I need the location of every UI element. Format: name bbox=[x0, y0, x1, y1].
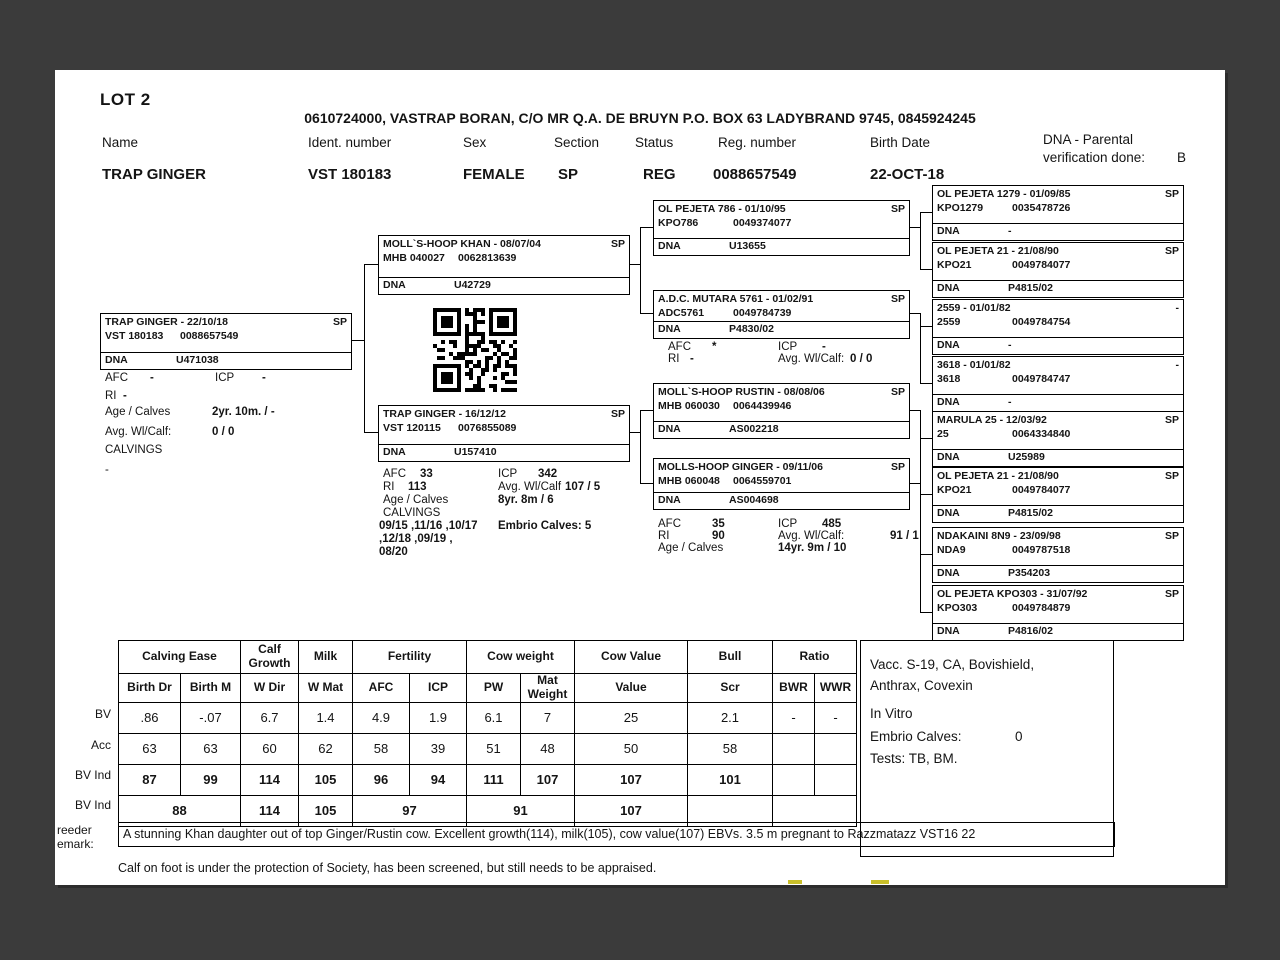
dna-label: DNA bbox=[937, 451, 960, 464]
stat-value: 91 / 1 bbox=[890, 530, 919, 542]
pedigree-box-ggp-1 bbox=[932, 185, 1184, 241]
stat-value: 8yr. 8m / 6 bbox=[498, 494, 554, 506]
animal-id: 2559 bbox=[937, 315, 961, 328]
dna-value: - bbox=[1008, 225, 1012, 238]
stat-label: AFC bbox=[658, 518, 681, 530]
connector-line bbox=[364, 264, 365, 432]
table-group-header: Calf Growth bbox=[241, 641, 299, 674]
animal-reg: 0049787518 bbox=[1012, 543, 1071, 556]
table-cell: - bbox=[815, 702, 857, 733]
stat-label: Avg. Wl/Calf: bbox=[105, 426, 172, 438]
connector-line bbox=[920, 212, 921, 269]
connector-line bbox=[920, 212, 932, 213]
connector-line bbox=[920, 494, 932, 495]
label-section: Section bbox=[554, 135, 600, 150]
dna-label: DNA bbox=[937, 625, 960, 638]
label-sex: Sex bbox=[463, 135, 487, 150]
connector-line bbox=[640, 227, 641, 313]
animal-name: MOLL`S-HOOP KHAN - 08/07/04 bbox=[383, 238, 541, 250]
table-cell: 58 bbox=[353, 733, 410, 764]
stat-value: 09/15 ,11/16 ,10/17 bbox=[379, 520, 478, 532]
animal-name: OL PEJETA 21 - 21/08/90 bbox=[937, 470, 1059, 482]
connector-line bbox=[920, 410, 921, 494]
table-group-header: Fertility bbox=[353, 641, 467, 674]
stat-value: - bbox=[123, 390, 127, 402]
table-cell: 105 bbox=[299, 795, 353, 826]
connector-line bbox=[920, 313, 921, 383]
table-sub-header: ICP bbox=[410, 674, 467, 703]
table-cell: 63 bbox=[119, 733, 181, 764]
dna-value: - bbox=[1008, 339, 1012, 352]
status-badge: SP bbox=[890, 293, 905, 305]
value-birth-date: 22-OCT-18 bbox=[870, 166, 945, 183]
stat-value: 0 / 0 bbox=[850, 353, 873, 365]
tests-label: Tests: TB, BM. bbox=[870, 751, 958, 766]
stat-label: RI bbox=[383, 481, 395, 493]
status-badge: SP bbox=[1164, 245, 1179, 257]
value-reg-number: 0088657549 bbox=[713, 166, 797, 183]
stat-value: 90 bbox=[712, 530, 725, 542]
pedigree-box-dam bbox=[378, 405, 630, 462]
stat-value: 08/20 bbox=[379, 546, 408, 558]
dna-value: U13655 bbox=[729, 240, 766, 253]
dna-value: U471038 bbox=[176, 354, 219, 367]
animal-name: TRAP GINGER - 16/12/12 bbox=[383, 408, 506, 420]
table-cell: 1.4 bbox=[299, 702, 353, 733]
dna-value: U157410 bbox=[454, 446, 497, 459]
stat-label: CALVINGS bbox=[105, 444, 163, 456]
table-group-header: Cow weight bbox=[467, 641, 575, 674]
table-cell bbox=[773, 764, 815, 795]
table-cell: 63 bbox=[181, 733, 241, 764]
table-sub-header: W Dir bbox=[241, 674, 299, 703]
stat-value: - bbox=[262, 372, 266, 384]
stat-value: ,12/18 ,09/19 , bbox=[379, 533, 453, 545]
animal-name: 2559 - 01/01/82 bbox=[937, 302, 1011, 314]
animal-id: VST 120115 bbox=[383, 421, 441, 434]
animal-reg: 0049784077 bbox=[1012, 258, 1071, 271]
animal-id: KPO1279 bbox=[937, 201, 984, 214]
dna-label: DNA bbox=[937, 567, 960, 580]
stat-label: AFC bbox=[668, 341, 691, 353]
status-badge: SP bbox=[890, 203, 905, 215]
table-sub-header: Scr bbox=[688, 674, 773, 703]
animal-name: TRAP GINGER - 22/10/18 bbox=[105, 316, 228, 328]
table-cell: 2.1 bbox=[688, 702, 773, 733]
connector-line bbox=[364, 264, 378, 265]
highlight-mark bbox=[871, 880, 889, 884]
stat-label: Avg. Wl/Calf bbox=[498, 481, 562, 493]
stat-value: 107 / 5 bbox=[565, 481, 601, 493]
table-sub-header: Value bbox=[575, 674, 688, 703]
table-cell: 58 bbox=[688, 733, 773, 764]
animal-reg: 0049784747 bbox=[1012, 372, 1071, 385]
stat-value: - bbox=[690, 353, 694, 365]
table-cell: 50 bbox=[575, 733, 688, 764]
table-sub-header: WWR bbox=[815, 674, 857, 703]
table-sub-header: Mat Weight bbox=[521, 674, 575, 703]
dna-label: DNA bbox=[937, 225, 960, 238]
animal-reg: 0062813639 bbox=[458, 251, 517, 264]
dna-label: DNA bbox=[937, 282, 960, 295]
animal-id: MHB 040027 bbox=[383, 251, 445, 264]
animal-name: A.D.C. MUTARA 5761 - 01/02/91 bbox=[658, 293, 814, 305]
animal-reg: 0076855089 bbox=[458, 421, 517, 434]
table-cell bbox=[815, 764, 857, 795]
pedigree-box-dam-sire bbox=[653, 383, 910, 439]
label-dna-parental-1: DNA - Parental bbox=[1043, 132, 1134, 147]
vaccination-line: Vacc. S-19, CA, Bovishield, bbox=[870, 657, 1035, 672]
stat-label: AFC bbox=[383, 468, 406, 480]
status-badge: SP bbox=[1164, 188, 1179, 200]
vaccination-line: Anthrax, Covexin bbox=[870, 678, 973, 693]
animal-reg: 0035478726 bbox=[1012, 201, 1071, 214]
stat-label: Age / Calves bbox=[658, 542, 724, 554]
table-cell: 114 bbox=[241, 764, 299, 795]
breeder-remark-box bbox=[118, 822, 1115, 847]
animal-id: KPO21 bbox=[937, 483, 972, 496]
table-cell: - bbox=[773, 702, 815, 733]
stat-label: RI bbox=[658, 530, 670, 542]
table-cell: 105 bbox=[299, 764, 353, 795]
connector-line bbox=[920, 438, 932, 439]
table-cell: 7 bbox=[521, 702, 575, 733]
animal-id: 3618 bbox=[937, 372, 961, 385]
stat-value: - bbox=[105, 464, 109, 476]
dna-value: P4830/02 bbox=[729, 323, 774, 336]
breeder-remark-label: reeder bbox=[57, 823, 92, 837]
stat-value: Embrio Calves: 5 bbox=[498, 520, 592, 532]
status-badge: - bbox=[1175, 302, 1179, 314]
stat-value: 0 / 0 bbox=[212, 426, 235, 438]
animal-id: MHB 060030 bbox=[658, 399, 720, 412]
embrio-calves-value: 0 bbox=[1015, 729, 1023, 744]
connector-line bbox=[920, 483, 921, 612]
dna-value: U25989 bbox=[1008, 451, 1045, 464]
breeder-remark-text: A stunning Khan daughter out of top Ginger/Rustin cow. Excellent growth(114), milk(105), cow value(107) EBVs. 3.5 m pregnant to Razzmatazz VST16 22 bbox=[123, 827, 976, 841]
connector-line bbox=[920, 612, 932, 613]
stat-value: - bbox=[150, 372, 154, 384]
table-group-header: Cow Value bbox=[575, 641, 688, 674]
stat-label: AFC bbox=[105, 372, 128, 384]
stat-value: - bbox=[822, 341, 826, 353]
label-birth-date: Birth Date bbox=[870, 135, 931, 150]
dna-value: P4815/02 bbox=[1008, 507, 1053, 520]
pedigree-box-ggp-4 bbox=[932, 356, 1184, 412]
dna-value: P354203 bbox=[1008, 567, 1051, 580]
table-sub-header: AFC bbox=[353, 674, 410, 703]
animal-id: ADC5761 bbox=[658, 306, 705, 319]
table-sub-header: W Mat bbox=[299, 674, 353, 703]
breeder-contact-line: 0610724000, VASTRAP BORAN, C/O MR Q.A. DE BRUYN P.O. BOX 63 LADYBRAND 9745, 0845924245 bbox=[304, 110, 976, 126]
pedigree-box-ggp-2 bbox=[932, 242, 1184, 298]
pedigree-box-ggp-8 bbox=[932, 585, 1184, 641]
stat-value: 342 bbox=[538, 468, 558, 480]
table-group-header: Ratio bbox=[773, 641, 857, 674]
connector-line bbox=[640, 313, 653, 314]
dna-verification-value: B bbox=[1177, 150, 1187, 165]
table-cell: .86 bbox=[119, 702, 181, 733]
dna-label: DNA bbox=[383, 279, 406, 292]
animal-id: KPO303 bbox=[937, 601, 978, 614]
stat-label: ICP bbox=[778, 341, 798, 353]
stat-value: 113 bbox=[408, 481, 427, 493]
table-cell: 6.1 bbox=[467, 702, 521, 733]
animal-reg: 0064559701 bbox=[733, 474, 792, 487]
table-group-header: Milk bbox=[299, 641, 353, 674]
connector-line bbox=[364, 432, 378, 433]
stat-value: 14yr. 9m / 10 bbox=[778, 542, 847, 554]
animal-name: NDAKAINI 8N9 - 23/09/98 bbox=[937, 530, 1061, 542]
status-badge: SP bbox=[610, 238, 625, 250]
footer-note: Calf on foot is under the protection of Society, has been screened, but still needs to be appraised. bbox=[118, 861, 657, 875]
stat-label: CALVINGS bbox=[383, 507, 441, 519]
table-cell: 4.9 bbox=[353, 702, 410, 733]
status-badge: - bbox=[1175, 359, 1179, 371]
value-status: REG bbox=[643, 166, 676, 183]
animal-reg: 0049784879 bbox=[1012, 601, 1071, 614]
animal-reg: 0049784754 bbox=[1012, 315, 1071, 328]
table-cell: 111 bbox=[467, 764, 521, 795]
pedigree-box-dam-dam bbox=[653, 458, 910, 510]
pedigree-box-ggp-5 bbox=[932, 411, 1184, 467]
table-cell: 114 bbox=[241, 795, 299, 826]
stat-value: 2yr. 10m. / - bbox=[212, 406, 275, 418]
connector-line bbox=[920, 383, 932, 384]
status-badge: SP bbox=[1164, 470, 1179, 482]
animal-name: MOLLS-HOOP GINGER - 09/11/06 bbox=[658, 461, 823, 473]
label-reg-number: Reg. number bbox=[718, 135, 797, 150]
value-name: TRAP GINGER bbox=[102, 166, 206, 183]
table-cell: 1.9 bbox=[410, 702, 467, 733]
table-sub-header: BWR bbox=[773, 674, 815, 703]
status-badge: SP bbox=[890, 386, 905, 398]
table-cell bbox=[815, 733, 857, 764]
status-badge: SP bbox=[332, 316, 347, 328]
table-cell: 99 bbox=[181, 764, 241, 795]
table-cell: 87 bbox=[119, 764, 181, 795]
animal-name: MOLL`S-HOOP RUSTIN - 08/08/06 bbox=[658, 386, 825, 398]
animal-name: MARULA 25 - 12/03/92 bbox=[937, 414, 1047, 426]
dna-label: DNA bbox=[658, 240, 681, 253]
animal-reg: 0064439946 bbox=[733, 399, 792, 412]
table-cell: 60 bbox=[241, 733, 299, 764]
table-sub-header: PW bbox=[467, 674, 521, 703]
connector-line bbox=[640, 410, 641, 483]
dna-value: P4815/02 bbox=[1008, 282, 1053, 295]
pedigree-box-subject bbox=[100, 313, 352, 370]
table-cell: 48 bbox=[521, 733, 575, 764]
stat-label: ICP bbox=[498, 468, 518, 480]
status-badge: SP bbox=[1164, 414, 1179, 426]
table-sub-header: Birth Dr bbox=[119, 674, 181, 703]
table-cell: 51 bbox=[467, 733, 521, 764]
document-page bbox=[55, 70, 1225, 885]
animal-reg: 0088657549 bbox=[180, 329, 239, 342]
dna-label: DNA bbox=[658, 323, 681, 336]
label-name: Name bbox=[102, 135, 139, 150]
highlight-mark bbox=[788, 880, 802, 884]
stat-value: * bbox=[712, 341, 717, 353]
in-vitro-label: In Vitro bbox=[870, 706, 913, 721]
stat-value: 35 bbox=[712, 518, 725, 530]
animal-id: KPO786 bbox=[658, 216, 699, 229]
value-section: SP bbox=[558, 166, 579, 183]
stat-label: Avg. Wl/Calf: bbox=[778, 530, 845, 542]
connector-line bbox=[920, 554, 932, 555]
ebv-table bbox=[118, 640, 857, 827]
connector-line bbox=[640, 483, 653, 484]
dna-label: DNA bbox=[105, 354, 128, 367]
status-badge: SP bbox=[1164, 588, 1179, 600]
table-row-label: BV Ind bbox=[74, 768, 111, 782]
table-cell: 6.7 bbox=[241, 702, 299, 733]
status-badge: SP bbox=[1164, 530, 1179, 542]
table-cell: 94 bbox=[410, 764, 467, 795]
qr-code bbox=[433, 308, 517, 392]
stat-label: Age / Calves bbox=[105, 406, 171, 418]
table-cell: 96 bbox=[353, 764, 410, 795]
pedigree-box-sire bbox=[378, 235, 630, 295]
label-status: Status bbox=[635, 135, 674, 150]
pedigree-box-ggp-6 bbox=[932, 467, 1184, 523]
value-ident-number: VST 180183 bbox=[308, 166, 392, 183]
dna-value: U42729 bbox=[454, 279, 491, 292]
connector-line bbox=[920, 326, 932, 327]
breeder-remark-label: emark: bbox=[57, 837, 94, 851]
dna-label: DNA bbox=[658, 494, 681, 507]
table-cell: 62 bbox=[299, 733, 353, 764]
pedigree-box-ggp-7 bbox=[932, 527, 1184, 583]
pedigree-box-sire-sire bbox=[653, 200, 910, 256]
table-row-label: Acc bbox=[90, 738, 111, 752]
connector-line bbox=[920, 269, 932, 270]
dna-label: DNA bbox=[937, 396, 960, 409]
dna-value: AS004698 bbox=[729, 494, 779, 507]
table-cell: 25 bbox=[575, 702, 688, 733]
dna-value: - bbox=[1008, 396, 1012, 409]
stat-label: ICP bbox=[778, 518, 798, 530]
status-badge: SP bbox=[890, 461, 905, 473]
table-cell: -.07 bbox=[181, 702, 241, 733]
stat-label: RI bbox=[668, 353, 680, 365]
dna-value: AS002218 bbox=[729, 423, 779, 436]
table-cell: 107 bbox=[575, 795, 688, 826]
table-cell: 88 bbox=[119, 795, 241, 826]
connector-line bbox=[350, 340, 364, 341]
animal-reg: 0049784077 bbox=[1012, 483, 1071, 496]
dna-label: DNA bbox=[937, 339, 960, 352]
animal-name: OL PEJETA 786 - 01/10/95 bbox=[658, 203, 786, 215]
dna-label: DNA bbox=[383, 446, 406, 459]
table-cell: 97 bbox=[353, 795, 467, 826]
table-cell bbox=[773, 733, 815, 764]
animal-id: NDA9 bbox=[937, 543, 966, 556]
animal-id: VST 180183 bbox=[105, 329, 164, 342]
dna-label: DNA bbox=[937, 507, 960, 520]
embrio-calves-label: Embrio Calves: bbox=[870, 729, 962, 744]
status-badge: SP bbox=[610, 408, 625, 420]
animal-name: OL PEJETA 1279 - 01/09/85 bbox=[937, 188, 1071, 200]
animal-id: 25 bbox=[937, 427, 949, 440]
animal-name: OL PEJETA KPO303 - 31/07/92 bbox=[937, 588, 1088, 600]
table-row-label: BV bbox=[94, 707, 111, 721]
stat-label: ICP bbox=[215, 372, 235, 384]
table-sub-header: Birth M bbox=[181, 674, 241, 703]
stat-label: Age / Calves bbox=[383, 494, 449, 506]
connector-line bbox=[640, 227, 653, 228]
animal-id: KPO21 bbox=[937, 258, 972, 271]
label-dna-parental-2: verification done: bbox=[1043, 150, 1146, 165]
animal-id: MHB 060048 bbox=[658, 474, 720, 487]
animal-name: OL PEJETA 21 - 21/08/90 bbox=[937, 245, 1059, 257]
table-group-header: Calving Ease bbox=[119, 641, 241, 674]
table-cell: 39 bbox=[410, 733, 467, 764]
animal-reg: 0049374077 bbox=[733, 216, 792, 229]
stat-value: 33 bbox=[420, 468, 433, 480]
dna-value: P4816/02 bbox=[1008, 625, 1053, 638]
table-row-label: BV Ind bbox=[74, 798, 111, 812]
pedigree-box-ggp-3 bbox=[932, 299, 1184, 355]
value-sex: FEMALE bbox=[463, 166, 525, 183]
stat-label: Avg. Wl/Calf: bbox=[778, 353, 845, 365]
table-cell: 107 bbox=[521, 764, 575, 795]
pedigree-box-sire-dam bbox=[653, 290, 910, 339]
stat-label: RI bbox=[105, 390, 117, 402]
table-cell: 101 bbox=[688, 764, 773, 795]
label-ident-number: Ident. number bbox=[308, 135, 392, 150]
dna-label: DNA bbox=[658, 423, 681, 436]
animal-name: 3618 - 01/01/82 bbox=[937, 359, 1011, 371]
animal-reg: 0064334840 bbox=[1012, 427, 1071, 440]
animal-reg: 0049784739 bbox=[733, 306, 792, 319]
lot-number: LOT 2 bbox=[100, 90, 151, 109]
table-cell: 91 bbox=[467, 795, 575, 826]
connector-line bbox=[640, 410, 653, 411]
stat-value: 485 bbox=[822, 518, 842, 530]
table-group-header: Bull bbox=[688, 641, 773, 674]
table-cell: 107 bbox=[575, 764, 688, 795]
